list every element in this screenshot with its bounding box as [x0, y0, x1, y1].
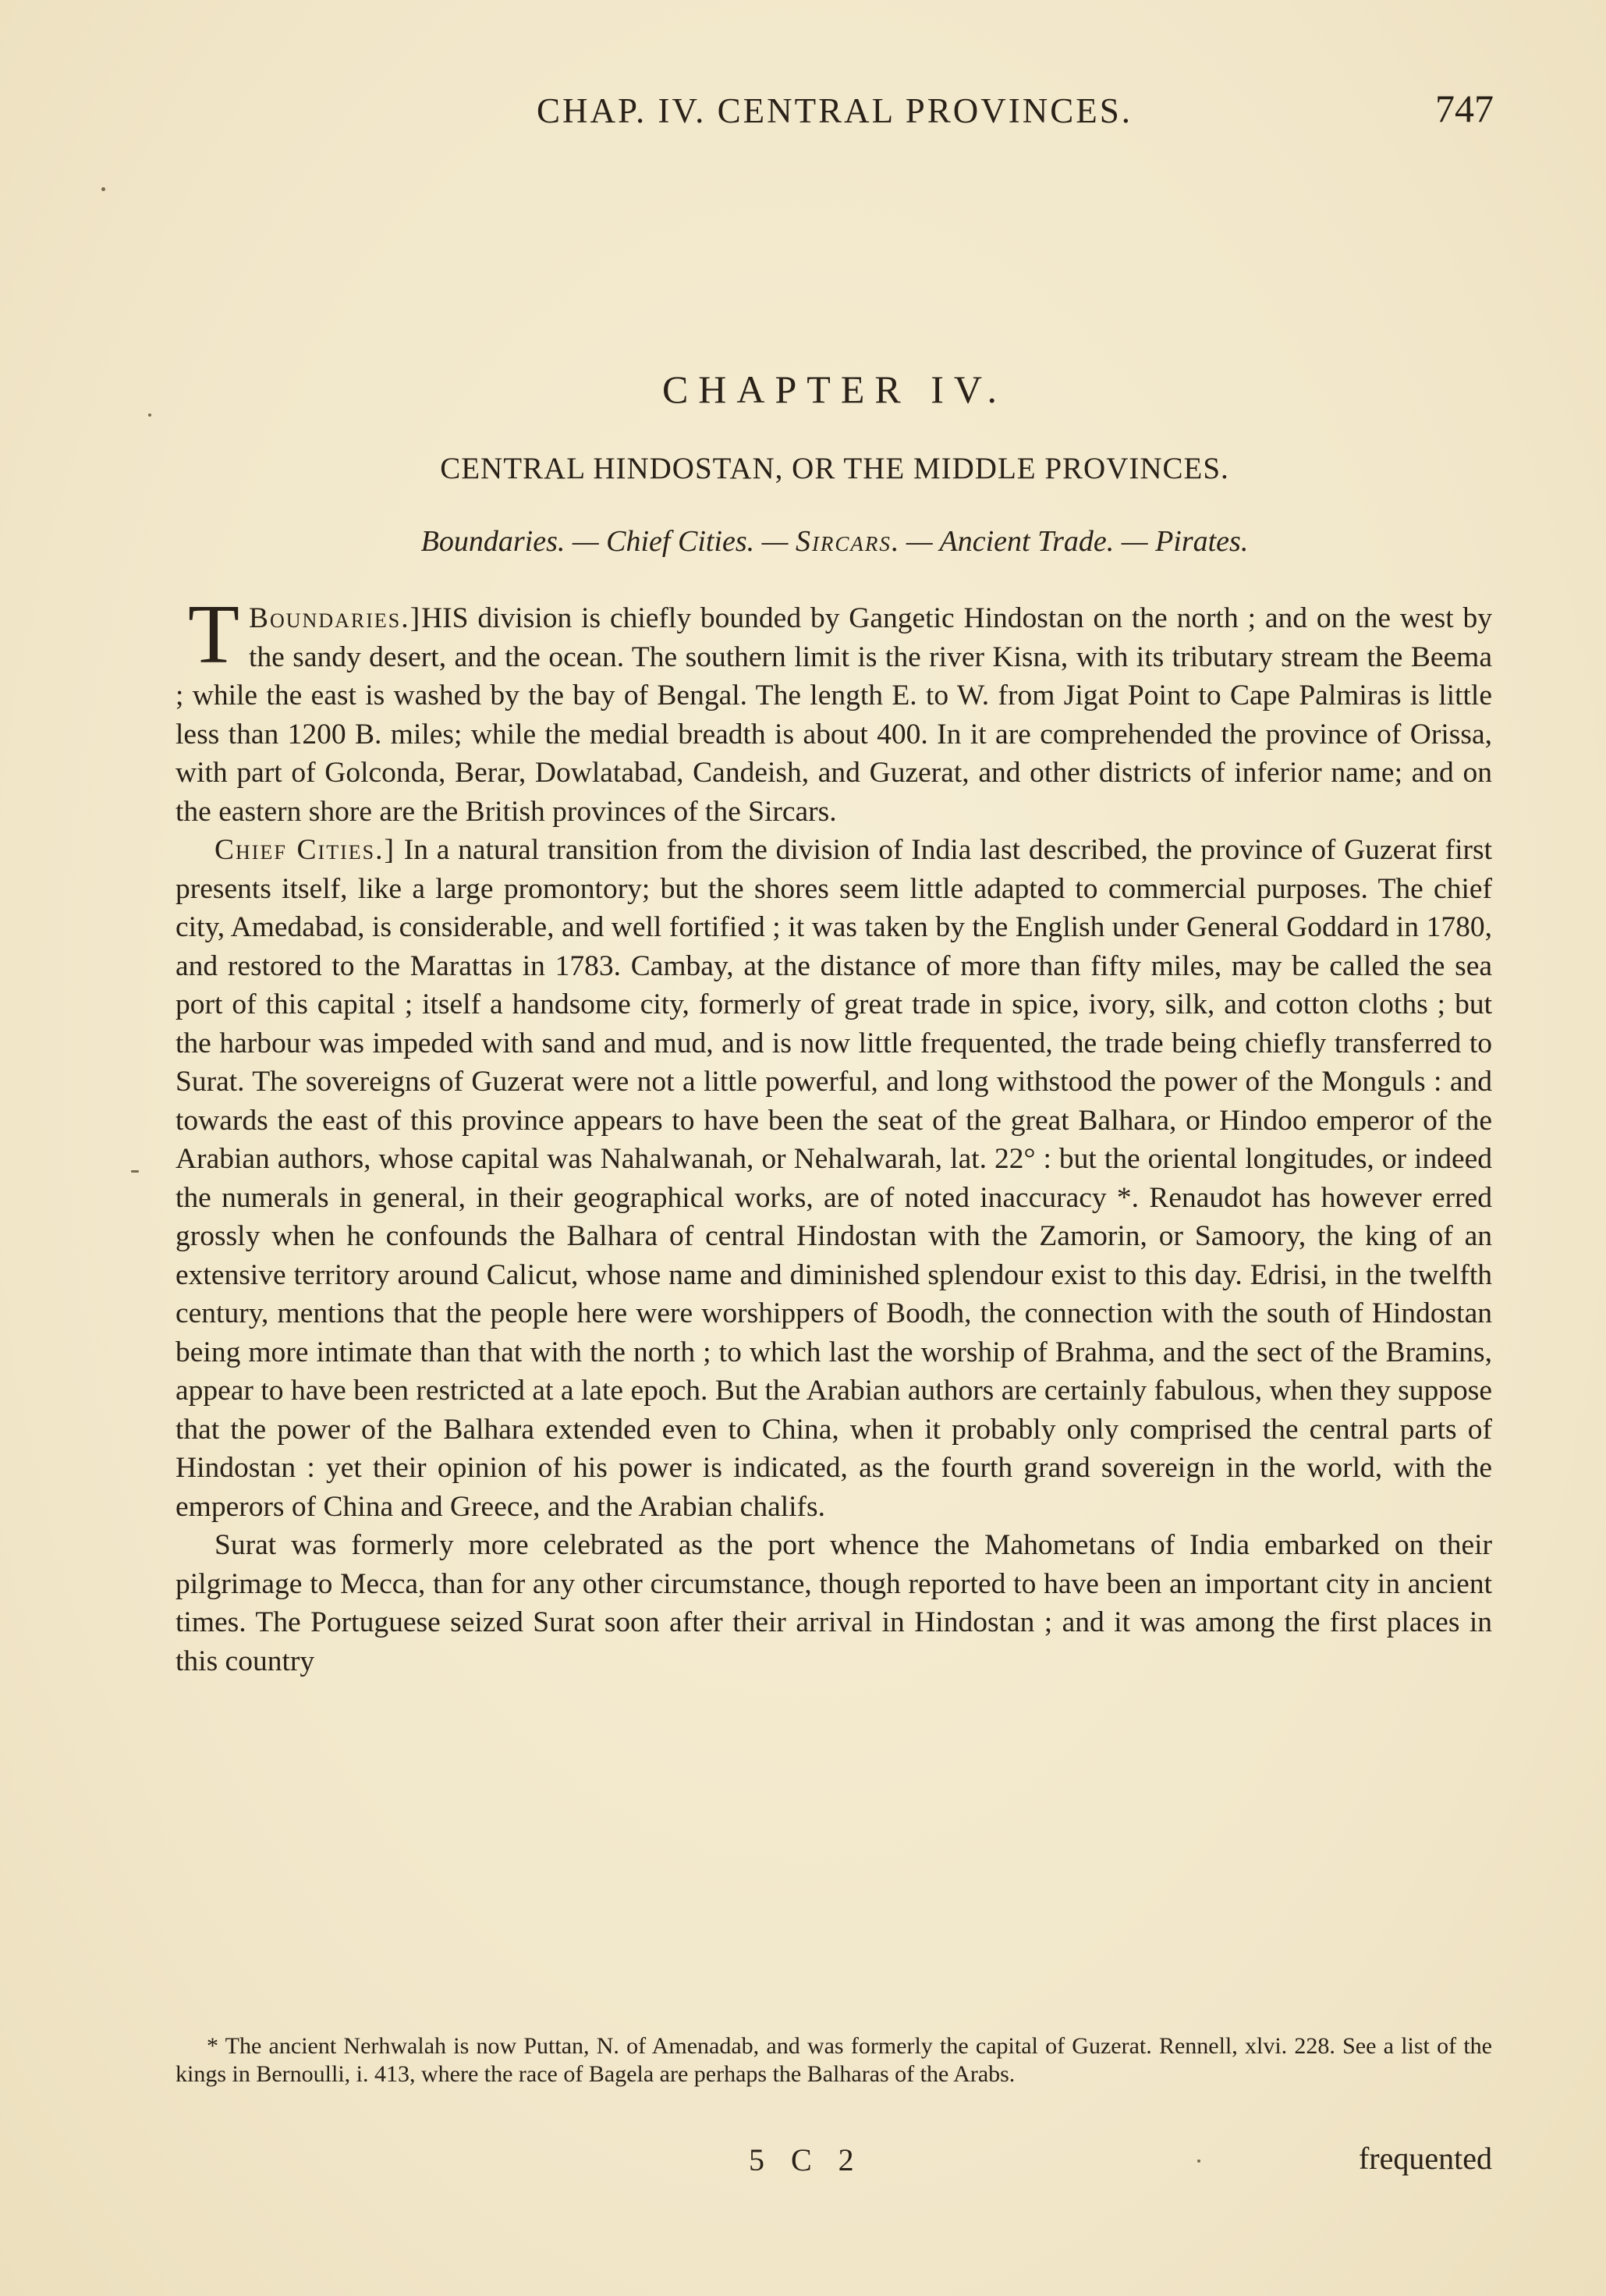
side-head-boundaries: Boundaries.] — [248, 602, 422, 634]
page-number: 747 — [1435, 87, 1494, 130]
paragraph-surat — [175, 1526, 1492, 1680]
signature-mark: 5 C 2 — [749, 2142, 863, 2177]
running-head-title: CHAP. IV. CENTRAL PROVINCES. — [536, 91, 1133, 130]
chapter-title: CHAPTER IV. — [661, 367, 1008, 411]
contents-sircars: Sircars — [795, 525, 892, 558]
chapter-subtitle: CENTRAL HINDOSTAN, OR THE MIDDLE PROVINCES. — [440, 452, 1229, 485]
body-text — [175, 588, 1493, 1680]
paragraph-text: Surat was formerly more celebrated as the port whence the Mahometans of India embarked on their pilgrimage to Mecca, than for any other circumstance, though reported to have been an important city in ancient times. The Portuguese seized Surat soon after their arrival in Hindostan ; and it was among the first places in this country — [175, 1529, 1492, 1677]
ink-speck — [148, 413, 151, 417]
contents-part: . — Ancient Trade. — Pirates. — [891, 525, 1249, 558]
paragraph-text: In a natural transition from the division of India last described, the province of Guzerat first presents itself, like a large promontory; but the shores seem little adapted to commercial purposes. The chief city, Amedabad, is considerable, and well fortified ; it was taken by the English under General Goddard in 1780, and restored to the Marattas in 1783. Cambay, at the distance of more than fifty miles, may be called the sea port of this capital ; itself a handsome city, formerly of great trade in spice, ivory, silk, and cotton cloths ; but the harbour was impeded with sand and mud, and is now little frequented, the trade being chiefly transferred to Surat. The sovereigns of Guzerat were not a little powerful, and long withstood the power of the Monguls : and towards the east of this province appears to have been the seat of the great Balhara, or Hindoo emperor of the Arabian authors, whose capital was Nahalwanah, or Nehalwarah, lat. 22° : but the oriental longitudes, or indeed the numerals in general, in their geographical works, are of noted inaccuracy *. Renaudot has however erred grossly when he confounds the Balhara of central Hindostan with the Zamorin, or Samoory, the king of an extensive territory around Calicut, whose name and diminished splendour exist to this day. Edrisi, in the twelfth century, mentions that the people here were worshippers of Boodh, the connection with the south of Hindostan being more intimate than that with the north ; to which last the worship of Brahma, and the sect of the Bramins, appear to have been restricted at a late epoch. But the Arabian authors are certainly fabulous, when they suppose that the power of the Balhara extended even to China, when it probably only comprised the central parts of Hindostan : yet their opinion of his power is indicated, as the fourth grand sovereign in the world, with the emperors of China and Greece, and the Arabian chalifs. — [175, 834, 1493, 1523]
contents-part: Boundaries. — Chief Cities. — — [420, 525, 796, 558]
chapter-contents — [175, 524, 1494, 559]
paragraph-text: HIS division is chiefly bounded by Gangetic Hindostan on the north ; and on the west by the sandy desert, and the ocean. The southern limit is the river Kisna, with its tributary stream the Beema ; while the east is washed by the bay of Bengal. The length E. to W. from Jigat Point to Cape Palmiras is little less than 1200 B. miles; while the medial breadth is about 400. In it are comprehended the province of Orissa, with part of Golconda, Berar, Dowlatabad, Candeish, and Guzerat, and other districts of inferior name; and on the eastern shore are the British provinces of the Sircars. — [175, 602, 1492, 828]
drop-cap: T — [188, 588, 239, 681]
side-head-chief-cities: Chief Cities.] — [214, 834, 395, 866]
paragraph-boundaries — [175, 588, 1492, 831]
catchword: frequented — [1358, 2141, 1492, 2176]
ink-speck — [1197, 2159, 1200, 2163]
footnote: * The ancient Nerhwalah is now Puttan, N. of Amenadab, and was formerly the capital of Guzerat. Rennell, xlvi. 228. See a list of the kings in Bernoulli, i. 413, where the race of Bagela are perhaps the Balharas of the Arabs. — [175, 2033, 1492, 2087]
margin-mark — [131, 1170, 139, 1173]
running-head — [175, 86, 1494, 148]
ink-speck — [101, 187, 105, 191]
paragraph-chief-cities — [175, 831, 1492, 1526]
